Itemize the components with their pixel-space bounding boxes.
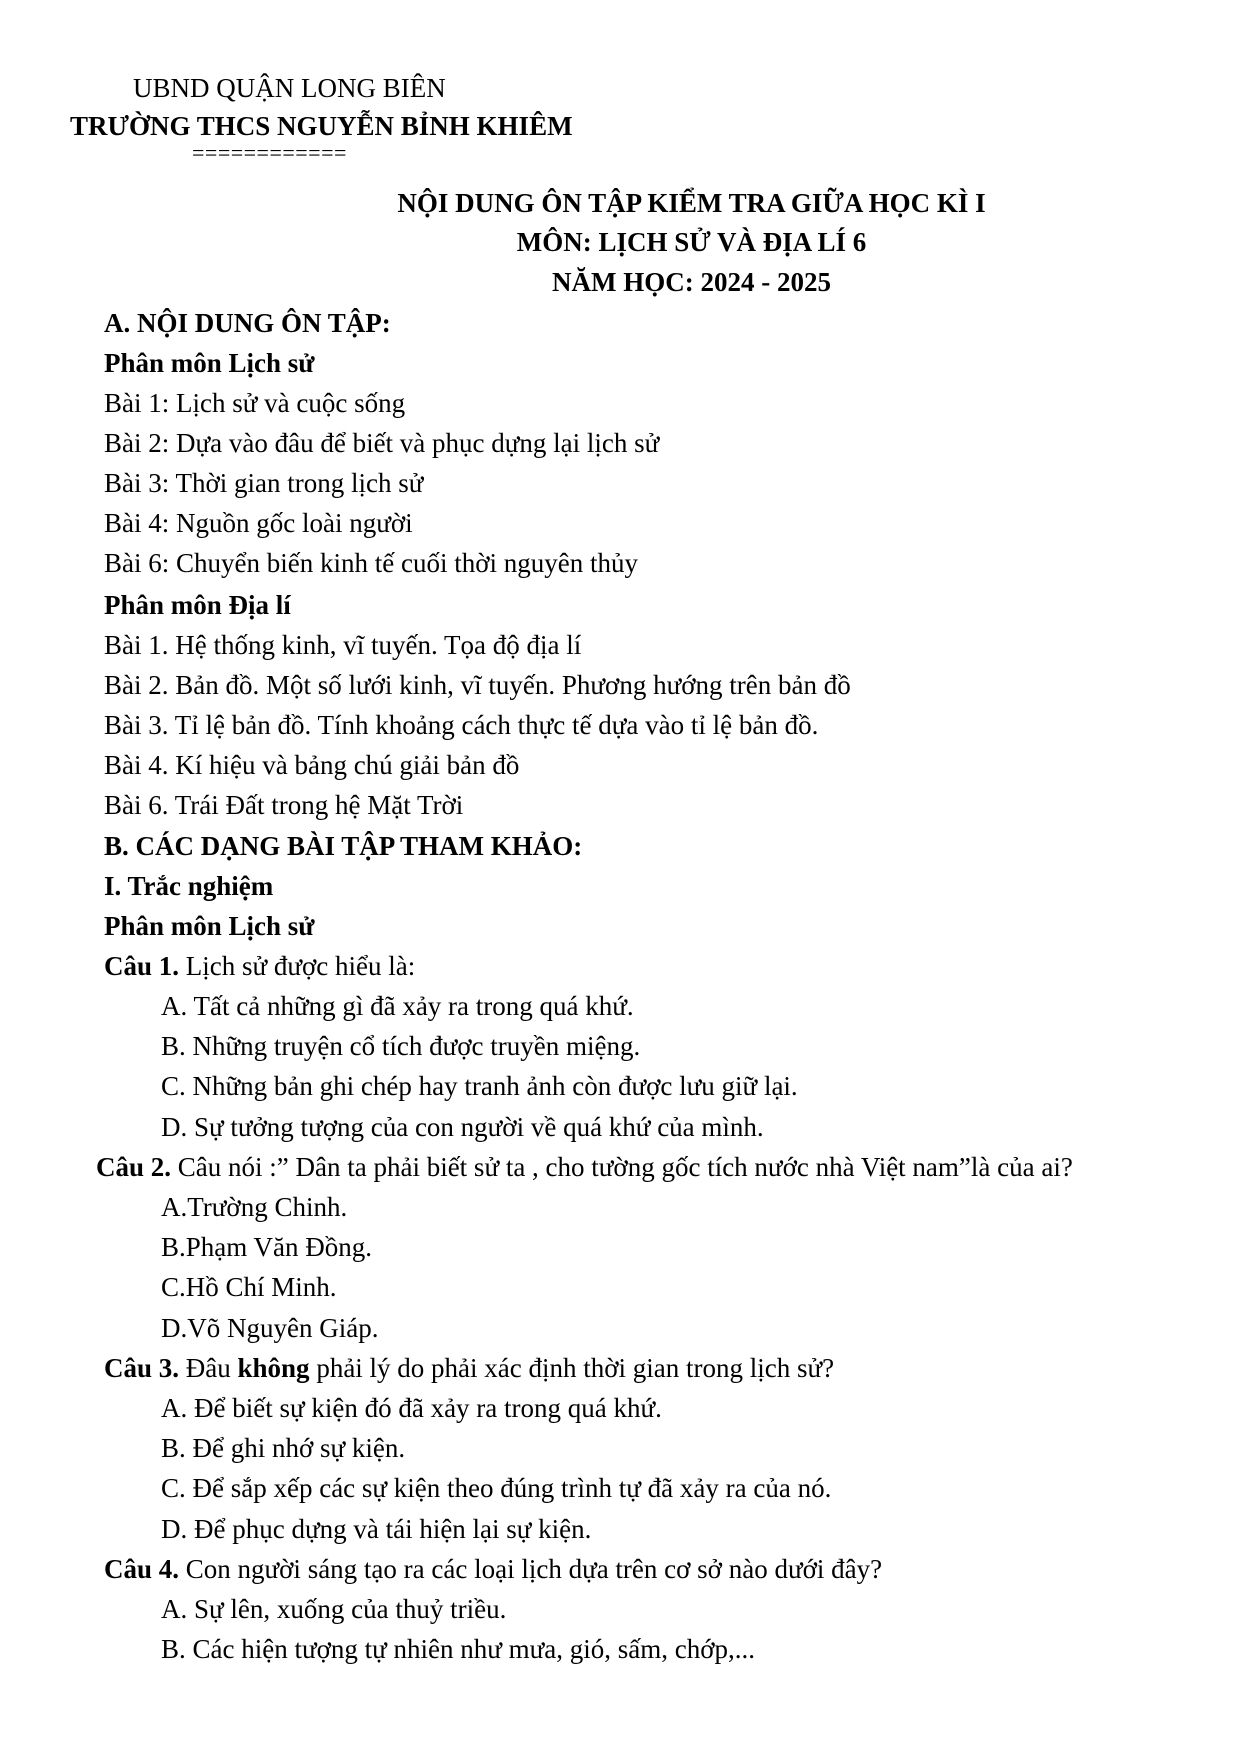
history-item: Bài 6: Chuyển biến kinh tế cuối thời nguyên thủy: [104, 548, 638, 578]
question-label: Câu 1.: [104, 951, 180, 981]
history-item: Bài 2: Dựa vào đâu để biết và phục dựng lại lịch sử: [104, 428, 660, 458]
answer-option: D. Sự tưởng tượng của con người về quá khứ của mình.: [161, 1112, 764, 1142]
question-text: Con người sáng tạo ra các loại lịch dựa trên cơ sở nào dưới đây?: [179, 1554, 883, 1584]
answer-option: A. Tất cả những gì đã xảy ra trong quá khứ.: [161, 991, 634, 1021]
answer-option: A. Để biết sự kiện đó đã xảy ra trong quá khứ.: [161, 1393, 662, 1423]
question-4: [104, 1549, 882, 1589]
answer-option: C.Hồ Chí Minh.: [161, 1272, 337, 1302]
school-year: NĂM HỌC: 2024 - 2025: [552, 267, 831, 297]
geo-item: Bài 6. Trái Đất trong hệ Mặt Trời: [104, 790, 464, 820]
question-label: Câu 2.: [96, 1152, 172, 1182]
section-a-heading: A. NỘI DUNG ÔN TẬP:: [104, 308, 391, 338]
part-heading: I. Trắc nghiệm: [104, 871, 274, 901]
org-name: UBND QUẬN LONG BIÊN: [133, 73, 446, 103]
history-heading: Phân môn Lịch sử: [104, 348, 315, 378]
geo-heading: Phân môn Địa lí: [104, 590, 291, 620]
answer-option: A. Sự lên, xuống của thuỷ triều.: [161, 1594, 507, 1624]
question-label: Câu 4.: [104, 1554, 180, 1584]
question-2: [96, 1147, 1073, 1187]
question-text: Lịch sử được hiểu là:: [179, 951, 416, 981]
subject-title: MÔN: LỊCH SỬ VÀ ĐỊA LÍ 6: [516, 227, 867, 257]
answer-option: B. Để ghi nhớ sự kiện.: [161, 1433, 406, 1463]
answer-option: D.Võ Nguyên Giáp.: [161, 1313, 379, 1343]
question-text: phải lý do phải xác định thời gian trong lịch sử?: [309, 1353, 835, 1383]
answer-option: B. Những truyện cổ tích được truyền miệng.: [161, 1031, 641, 1061]
answer-option: C. Để sắp xếp các sự kiện theo đúng trình tự đã xảy ra của nó.: [161, 1473, 832, 1503]
answer-option: C. Những bản ghi chép hay tranh ảnh còn được lưu giữ lại.: [161, 1071, 798, 1101]
history-item: Bài 4: Nguồn gốc loài người: [104, 508, 413, 538]
header-rule: ============: [192, 140, 347, 165]
question-1: [104, 946, 415, 986]
history-item: Bài 1: Lịch sử và cuộc sống: [104, 388, 406, 418]
geo-item: Bài 1. Hệ thống kinh, vĩ tuyến. Tọa độ địa lí: [104, 630, 582, 660]
question-text: Câu nói :” Dân ta phải biết sử ta , cho tường gốc tích nước nhà Việt nam”là của ai?: [171, 1152, 1073, 1182]
question-3: [104, 1348, 834, 1388]
subject-heading: Phân môn Lịch sử: [104, 911, 315, 941]
answer-option: A.Trường Chinh.: [161, 1192, 348, 1222]
question-emphasis: không: [237, 1353, 310, 1383]
section-b-heading: B. CÁC DẠNG BÀI TẬP THAM KHẢO:: [104, 831, 583, 861]
answer-option: D. Để phục dựng và tái hiện lại sự kiện.: [161, 1514, 592, 1544]
answer-option: B. Các hiện tượng tự nhiên như mưa, gió, sấm, chớp,...: [161, 1634, 756, 1664]
answer-option: B.Phạm Văn Đồng.: [161, 1232, 373, 1262]
geo-item: Bài 4. Kí hiệu và bảng chú giải bản đồ: [104, 750, 520, 780]
geo-item: Bài 2. Bản đồ. Một số lưới kinh, vĩ tuyến. Phương hướng trên bản đồ: [104, 670, 851, 700]
question-text: Đâu: [179, 1353, 238, 1383]
question-label: Câu 3.: [104, 1353, 180, 1383]
history-item: Bài 3: Thời gian trong lịch sử: [104, 468, 424, 498]
school-name: TRƯỜNG THCS NGUYỄN BỈNH KHIÊM: [70, 111, 573, 141]
geo-item: Bài 3. Tỉ lệ bản đồ. Tính khoảng cách thực tế dựa vào tỉ lệ bản đồ.: [104, 710, 819, 740]
document-title: NỘI DUNG ÔN TẬP KIỂM TRA GIỮA HỌC KÌ I: [397, 188, 986, 218]
